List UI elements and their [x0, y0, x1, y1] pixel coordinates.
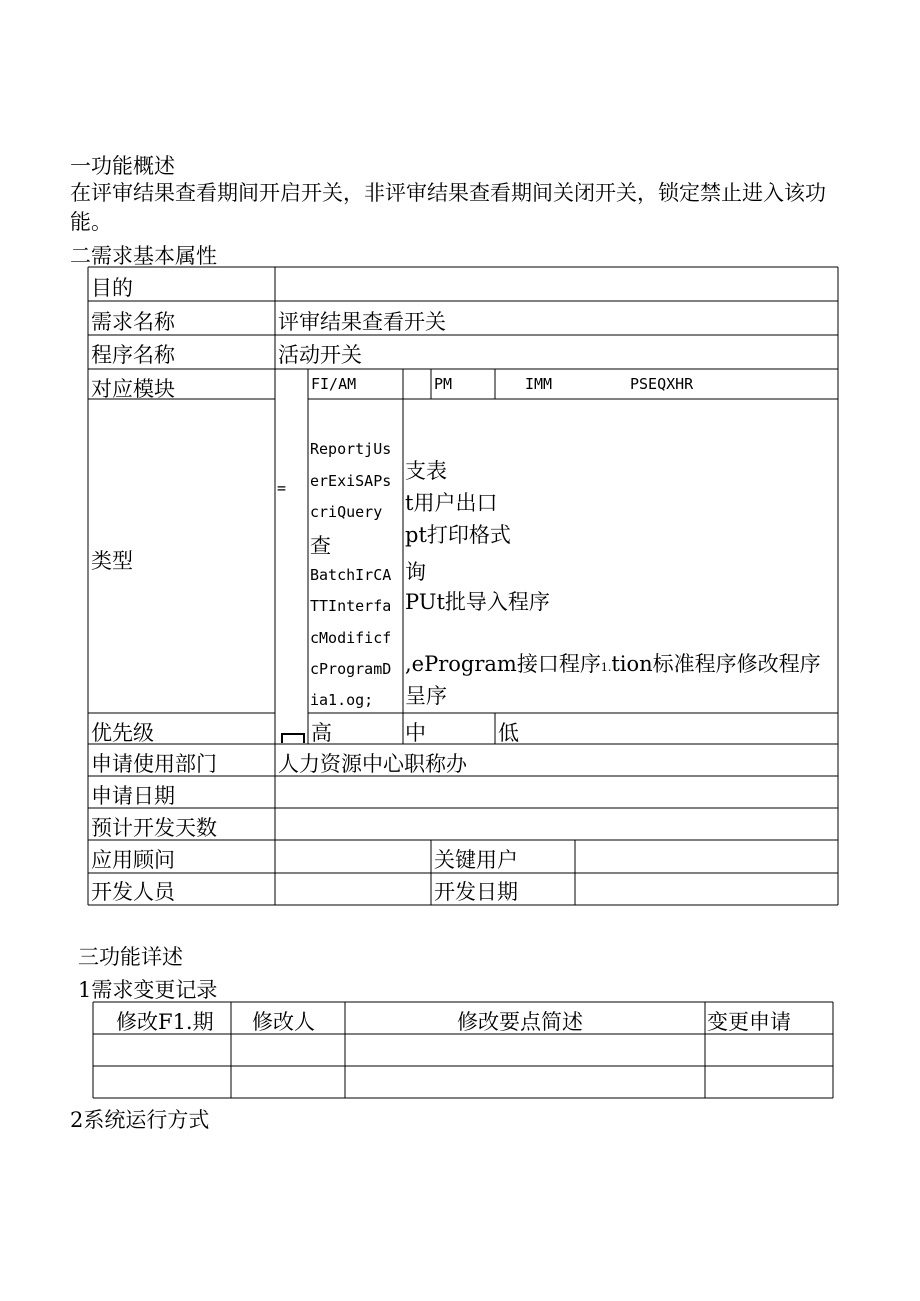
- label-apply-date: 申请日期: [91, 784, 175, 808]
- change-header-request: 变更申请: [707, 1010, 791, 1034]
- change-header-summary: 修改要点简述: [457, 1010, 583, 1034]
- subheading-run-mode: 2系统运行方式: [70, 1108, 210, 1132]
- module-option-pm: PM: [434, 375, 453, 393]
- module-option-imm: IMM: [525, 375, 553, 393]
- type-right-line-1: 支表: [405, 459, 447, 483]
- section-heading-attributes: 二需求基本属性: [70, 244, 217, 268]
- priority-low: 低: [498, 721, 519, 745]
- label-purpose: 目的: [91, 276, 133, 300]
- label-requirement-name: 需求名称: [91, 310, 175, 334]
- value-program-name: 活动开关: [278, 343, 362, 367]
- type-left-line-6: TTInterfa: [310, 597, 392, 615]
- type-bottom-part-b: tion标准程序修改程序: [611, 652, 821, 676]
- type-left-line-1: ReportjUs: [310, 440, 392, 458]
- value-requirement-name: 评审结果查看开关: [278, 310, 446, 334]
- label-key-user: 关键用户: [434, 848, 518, 872]
- type-bottom-line: [405, 648, 821, 678]
- label-developer: 开发人员: [91, 880, 175, 904]
- checkbox-icon: [281, 733, 305, 743]
- type-right-line-5: PUt批导入程序: [405, 590, 550, 614]
- label-estimated-days: 预计开发天数: [91, 816, 217, 840]
- type-left-line-5: BatchIrCA: [310, 566, 392, 584]
- type-right-line-2: t用户出口: [405, 491, 498, 515]
- label-module: 对应模块: [91, 377, 175, 401]
- label-priority: 优先级: [91, 721, 154, 745]
- change-header-modifier: 修改人: [252, 1010, 315, 1034]
- type-left-line-3: criQuery: [310, 503, 383, 521]
- type-checkbox-mark: =: [277, 479, 287, 497]
- type-left-line-7: cModificf: [310, 629, 392, 647]
- priority-medium: 中: [405, 721, 426, 745]
- type-bottom-last: 呈序: [405, 684, 447, 708]
- label-dev-date: 开发日期: [434, 880, 518, 904]
- type-left-line-8: cProgramD: [310, 660, 392, 678]
- subheading-change-log: 1需求变更记录: [78, 978, 218, 1002]
- type-right-line-4: 询: [405, 560, 426, 584]
- type-bottom-part-a: ,eProgram接口程序: [405, 652, 601, 676]
- module-option-pseqxhr: PSEQXHR: [630, 375, 694, 393]
- priority-high: 高: [311, 721, 332, 745]
- change-header-date: 修改F1.期: [116, 1010, 214, 1034]
- type-left-line-2: erExiSAPs: [310, 472, 392, 490]
- label-consultant: 应用顾问: [91, 848, 175, 872]
- module-option-fi-am: FI/AM: [311, 375, 357, 393]
- value-department: 人力资源中心职称办: [278, 752, 467, 776]
- section-heading-details: 三功能详述: [78, 945, 183, 969]
- section-heading-overview: 一功能概述: [70, 154, 175, 178]
- type-bottom-subscript: 1.: [600, 661, 612, 674]
- label-department: 申请使用部门: [91, 752, 217, 776]
- overview-paragraph: 在评审结果查看期间开启开关，非评审结果查看期间关闭开关，锁定禁止进入该功能。: [70, 181, 826, 234]
- label-type: 类型: [91, 549, 133, 573]
- label-program-name: 程序名称: [91, 343, 175, 367]
- type-right-line-3: pt打印格式: [405, 523, 511, 547]
- type-left-line-4: 查: [310, 534, 331, 558]
- type-left-line-9: ia1.og;: [310, 691, 374, 709]
